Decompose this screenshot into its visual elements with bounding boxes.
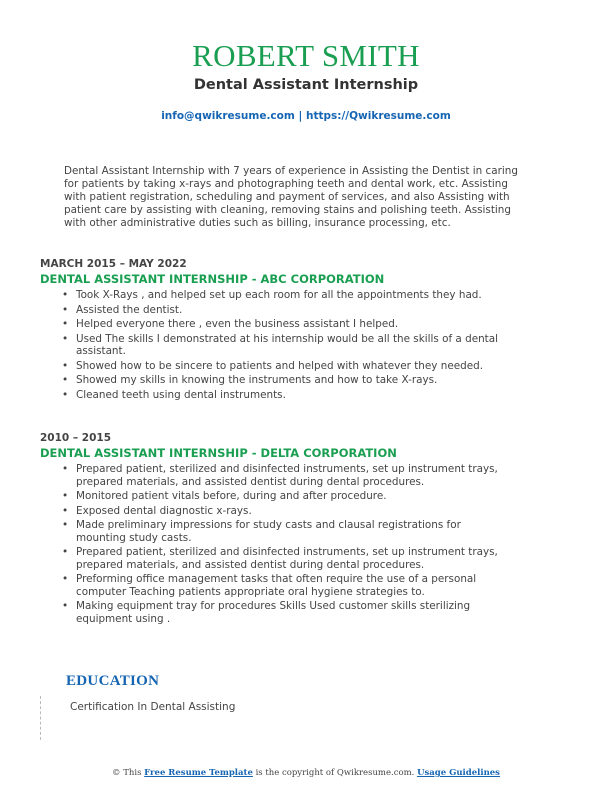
list-item — [40, 546, 501, 571]
free-resume-template-link[interactable]: Free Resume Template — [144, 768, 253, 778]
list-item — [40, 490, 501, 503]
list-item — [40, 318, 501, 331]
resume-header — [0, 38, 612, 122]
website-link[interactable]: https://Qwikresume.com — [305, 110, 451, 122]
list-item — [40, 333, 501, 358]
email-link[interactable]: info@qwikresume.com — [161, 110, 295, 122]
bullet-icon: • — [62, 332, 69, 345]
list-item — [40, 463, 501, 488]
education-item: Certification In Dental Assisting — [70, 701, 236, 713]
bullet-icon: • — [62, 359, 69, 372]
education-divider — [40, 696, 41, 740]
duty-text: Exposed dental diagnostic x-rays. — [76, 504, 252, 517]
bullet-icon: • — [62, 504, 69, 517]
duty-text: Took X-Rays , and helped set up each room for all the appointments they had. — [76, 289, 482, 301]
bullet-icon: • — [62, 289, 69, 301]
duty-text: Prepared patient, sterilized and disinfected instruments, set up instrument trays, prepared materials, and assisted dentist during dental procedures. — [76, 463, 498, 488]
bullet-icon: • — [62, 600, 69, 612]
contact-line — [0, 110, 612, 122]
list-item — [40, 389, 501, 402]
duty-text: Showed my skills in knowing the instruments and how to take X-rays. — [76, 374, 438, 386]
list-item — [40, 519, 501, 544]
duty-text: Showed how to be sincere to patients and helped with whatever they needed. — [76, 359, 484, 372]
job-duties-list — [40, 463, 540, 625]
bullet-icon: • — [62, 318, 69, 330]
bullet-icon: • — [62, 388, 69, 401]
bullet-icon: • — [62, 546, 69, 558]
contact-separator: | — [298, 110, 303, 122]
duty-text: Helped everyone there , even the business assistant I helped. — [76, 318, 399, 330]
duty-text: Making equipment tray for procedures Skills Used customer skills sterilizing equipment using . — [76, 600, 471, 625]
copyright-footer — [0, 768, 612, 778]
job-dates: 2010 – 2015 — [40, 432, 112, 444]
candidate-title: Dental Assistant Internship — [193, 77, 419, 93]
duty-text: Monitored patient vitals before, during and after procedure. — [76, 490, 387, 502]
job-duties-list — [40, 289, 540, 401]
duty-text: Cleaned teeth using dental instruments. — [76, 388, 286, 401]
duty-text: Preforming office management tasks that often require the use of a personal computer Teaching patients appropriate oral hygiene strategies to. — [76, 573, 477, 598]
job-title: DENTAL ASSISTANT INTERNSHIP - ABC CORPORATION — [40, 272, 385, 286]
education-heading: EDUCATION — [66, 673, 160, 689]
list-item — [40, 573, 501, 598]
list-item — [40, 304, 501, 317]
footer-prefix: © This — [112, 768, 142, 778]
duty-text: Made preliminary impressions for study casts and clausal registrations for mounting study casts. — [76, 519, 461, 544]
bullet-icon: • — [62, 374, 69, 386]
list-item — [40, 374, 501, 387]
list-item — [40, 600, 501, 625]
duty-text: Assisted the dentist. — [76, 303, 183, 316]
duty-text: Used The skills I demonstrated at his internship would be all the skills of a dental assistant. — [76, 332, 499, 357]
experience-entry-2 — [40, 432, 540, 627]
summary-paragraph: Dental Assistant Internship with 7 years of experience in Assisting the Dentist in caring for patients by taking x-rays and photographing teeth and dental work, etc. Assisting with patient registration, scheduling and payment of services, and also Assisting with patient care by assisting with cleaning, removing stains and polishing teeth. Assisting with other administrative duties such as billing, insurance processing, etc. — [64, 165, 518, 229]
bullet-icon: • — [62, 463, 69, 475]
bullet-icon: • — [62, 490, 69, 502]
footer-middle: is the copyright of Qwikresume.com. — [255, 768, 415, 778]
job-title: DENTAL ASSISTANT INTERNSHIP - DELTA CORPORATION — [40, 446, 397, 460]
list-item — [40, 505, 501, 518]
experience-entry-1 — [40, 258, 540, 403]
candidate-name: ROBERT SMITH — [192, 38, 420, 73]
bullet-icon: • — [62, 303, 69, 316]
duty-text: Prepared patient, sterilized and disinfected instruments, set up instrument trays, prepared materials, and assisted dentist during dental procedures. — [76, 546, 498, 571]
bullet-icon: • — [62, 519, 69, 531]
list-item — [40, 360, 501, 373]
list-item — [40, 289, 501, 302]
bullet-icon: • — [62, 573, 69, 585]
usage-guidelines-link[interactable]: Usage Guidelines — [417, 768, 500, 778]
job-dates: MARCH 2015 – MAY 2022 — [40, 258, 187, 270]
